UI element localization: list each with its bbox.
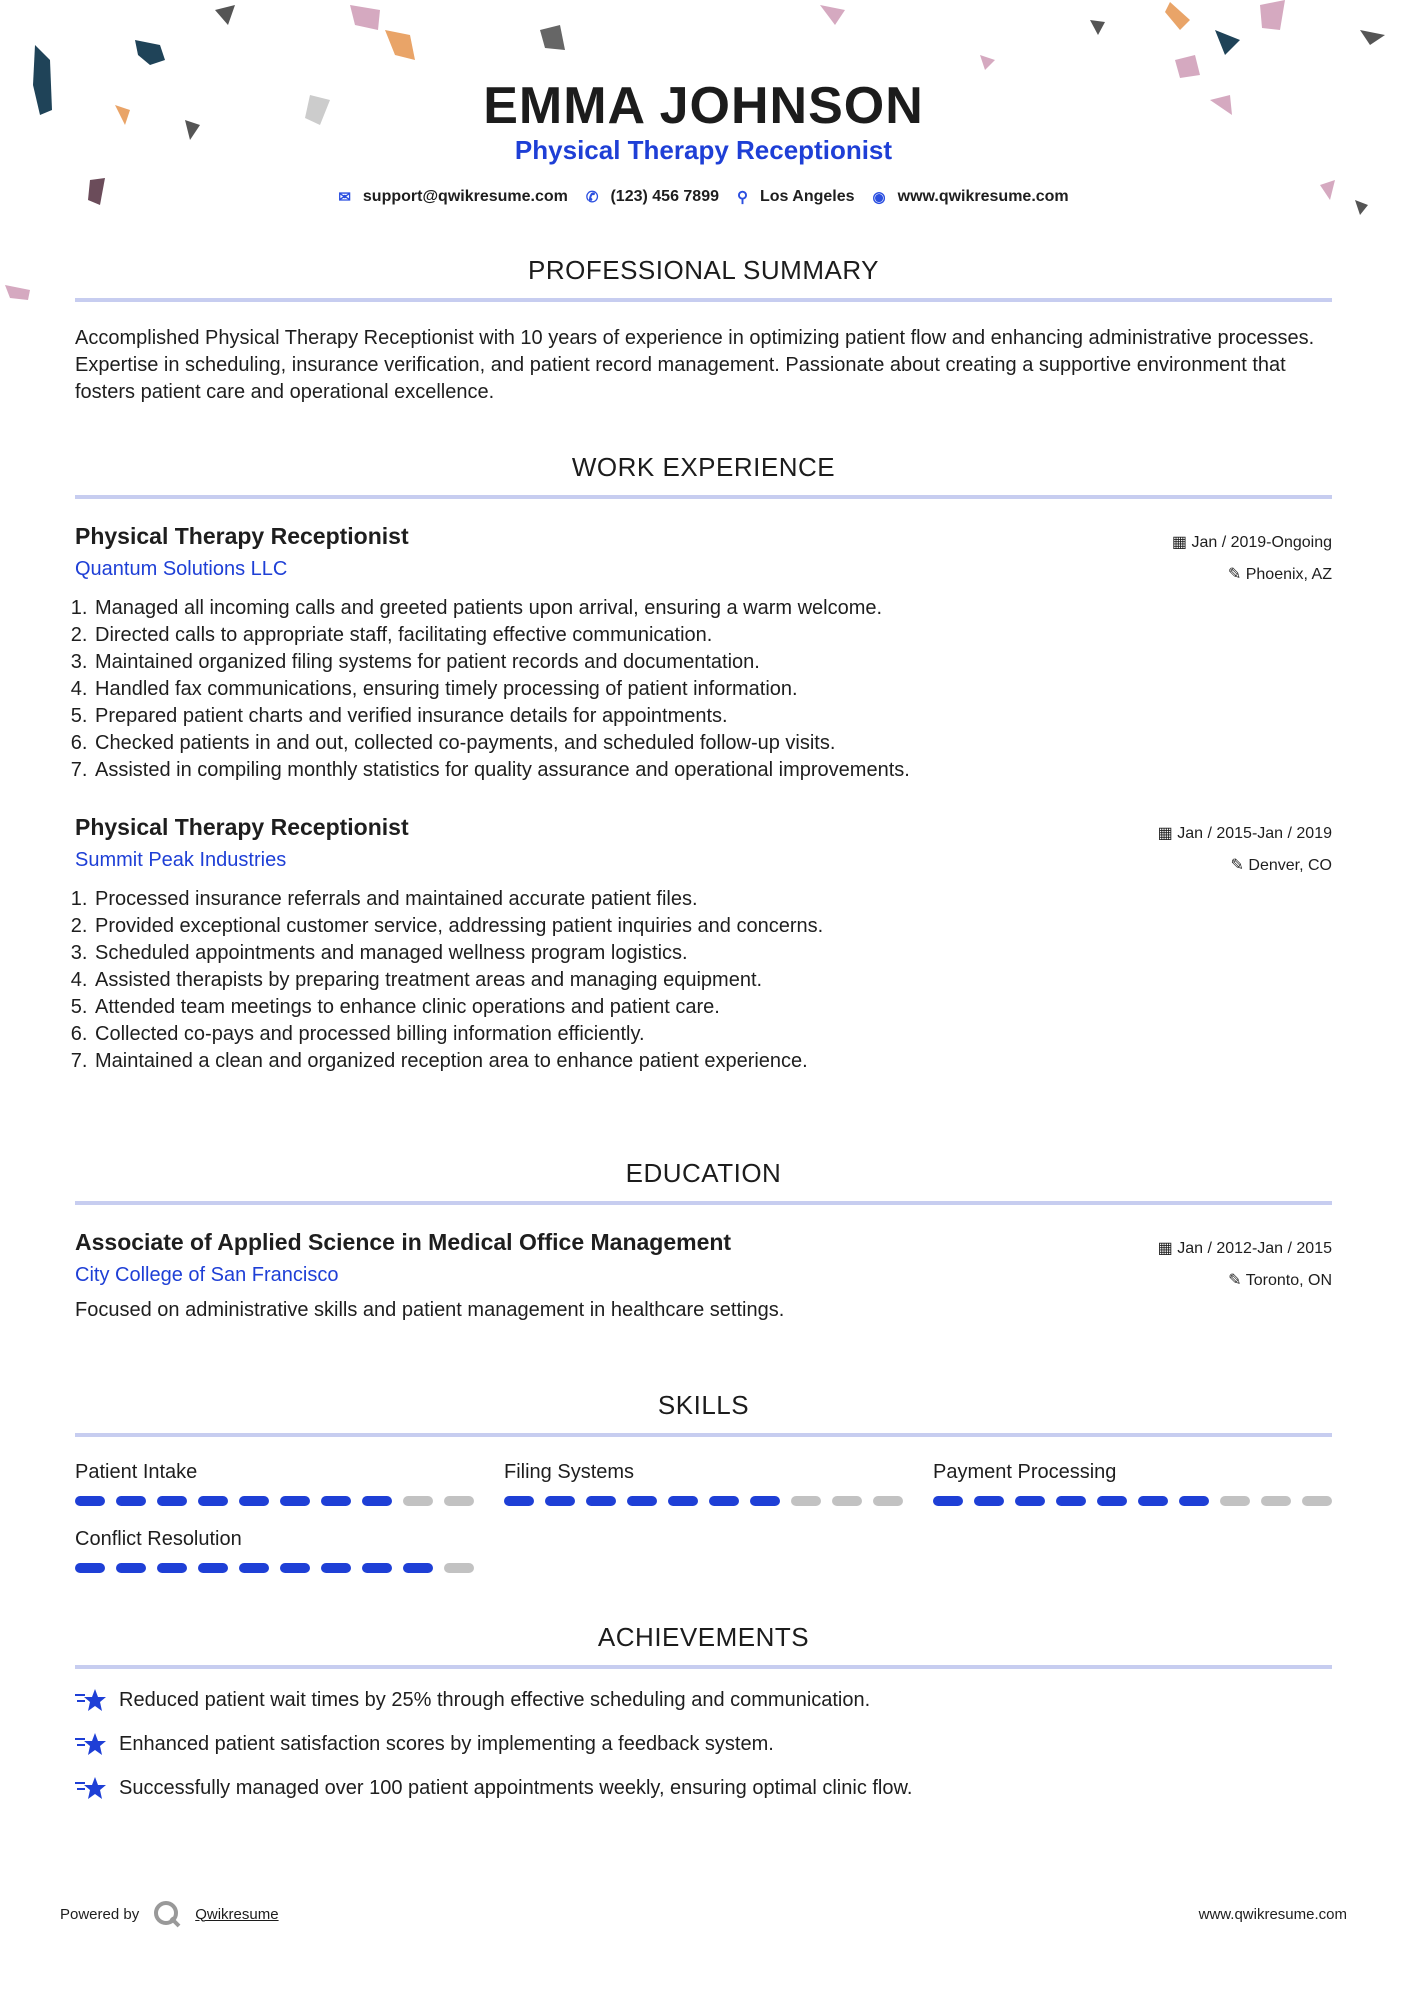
star-icon	[75, 1775, 107, 1801]
contact-bar	[75, 188, 1332, 206]
skill-level-segment	[1261, 1496, 1291, 1506]
skill-item	[75, 1528, 474, 1573]
skill-level-segment	[444, 1563, 474, 1573]
calendar-icon: ▦	[1171, 534, 1187, 551]
skill-level-segment	[362, 1496, 392, 1506]
section-divider	[75, 1433, 1332, 1437]
skill-item	[75, 1461, 474, 1506]
job-title: Physical Therapy Receptionist	[75, 523, 409, 549]
skill-level-segment	[1056, 1496, 1086, 1506]
calendar-icon: ▦	[1157, 825, 1173, 842]
skill-level-segment	[116, 1563, 146, 1573]
job-title: Physical Therapy Receptionist	[75, 814, 409, 840]
skill-item	[933, 1461, 1332, 1506]
job-bullet: 4. Assisted therapists by preparing treatment areas and managing equipment.	[93, 967, 1332, 994]
contact-email[interactable]: support@qwikresume.com	[362, 188, 568, 205]
education-description: Focused on administrative skills and patient management in healthcare settings.	[75, 1299, 785, 1321]
job-bullets	[75, 595, 1332, 784]
skill-level-segment	[321, 1496, 351, 1506]
job-entry	[75, 814, 1332, 1075]
skill-label: Payment Processing	[933, 1461, 1117, 1483]
job-bullet: 7. Maintained a clean and organized reception area to enhance patient experience.	[93, 1048, 1332, 1075]
job-bullet: 4. Handled fax communications, ensuring timely processing of patient information.	[93, 676, 1332, 703]
job-location: Denver, CO	[1248, 857, 1332, 874]
skill-level-segment	[1302, 1496, 1332, 1506]
education-location: Toronto, ON	[1245, 1272, 1332, 1289]
candidate-name: EMMA JOHNSON	[483, 77, 924, 135]
pin-icon: ✎	[1227, 566, 1242, 583]
skill-level-segment	[75, 1563, 105, 1573]
skill-rating-bar	[504, 1496, 903, 1506]
contact-phone: (123) 456 7899	[610, 188, 719, 205]
skill-level-segment	[1179, 1496, 1209, 1506]
work-section	[75, 452, 1332, 1075]
envelope-icon: ✉	[338, 189, 351, 206]
company-name: Quantum Solutions LLC	[75, 558, 288, 580]
job-bullet: 3. Maintained organized filing systems for patient records and documentation.	[93, 649, 1332, 676]
job-location: Phoenix, AZ	[1245, 566, 1332, 583]
skill-rating-bar	[75, 1496, 474, 1506]
skill-level-segment	[280, 1563, 310, 1573]
summary-text: Accomplished Physical Therapy Receptionist with 10 years of experience in optimizing patient flow and enhancing administrative processes. Expertise in scheduling, insurance verification, and patient record management. Passionate about creating a supportive environment that fosters patient care and operational excellence.	[75, 327, 1315, 403]
achievement-text: Reduced patient wait times by 25% through effective scheduling and communication.	[119, 1688, 871, 1711]
skill-level-segment	[403, 1563, 433, 1573]
skill-level-segment	[1097, 1496, 1127, 1506]
section-heading: WORK EXPERIENCE	[571, 452, 836, 482]
job-bullet: 5. Attended team meetings to enhance clinic operations and patient care.	[93, 994, 1332, 1021]
skill-level-segment	[157, 1496, 187, 1506]
skills-section	[75, 1390, 1332, 1573]
skill-level-segment	[933, 1496, 963, 1506]
section-heading: PROFESSIONAL SUMMARY	[528, 255, 879, 285]
skill-level-segment	[586, 1496, 616, 1506]
qwikresume-link[interactable]: Qwikresume	[195, 1905, 279, 1923]
job-bullets	[75, 886, 1332, 1075]
section-divider	[75, 495, 1332, 499]
skill-level-segment	[873, 1496, 903, 1506]
section-heading: SKILLS	[657, 1390, 750, 1420]
powered-by-label: Powered by	[60, 1905, 140, 1923]
pin-icon: ✎	[1228, 1272, 1242, 1289]
contact-website[interactable]: www.qwikresume.com	[897, 188, 1069, 205]
skill-level-segment	[321, 1563, 351, 1573]
section-divider	[75, 1201, 1332, 1205]
skill-level-segment	[75, 1496, 105, 1506]
job-bullet: 2. Provided exceptional customer service, addressing patient inquiries and concerns.	[93, 913, 1332, 940]
star-icon	[75, 1731, 107, 1757]
job-bullet: 6. Checked patients in and out, collected co-payments, and scheduled follow-up visits.	[93, 730, 1332, 757]
achievements-section	[75, 1622, 1332, 1801]
education-section	[75, 1158, 1332, 1324]
achievement-text: Enhanced patient satisfaction scores by implementing a feedback system.	[119, 1732, 774, 1755]
skill-level-segment	[1138, 1496, 1168, 1506]
achievement-item	[75, 1731, 1332, 1757]
skill-level-segment	[403, 1496, 433, 1506]
skill-level-segment	[280, 1496, 310, 1506]
school-name: City College of San Francisco	[75, 1264, 339, 1286]
job-bullet: 1. Managed all incoming calls and greeted patients upon arrival, ensuring a warm welcome.	[93, 595, 1332, 622]
skill-level-segment	[198, 1563, 228, 1573]
job-bullet: 6. Collected co-pays and processed billing information efficiently.	[93, 1021, 1332, 1048]
job-bullet: 5. Prepared patient charts and verified insurance details for appointments.	[93, 703, 1332, 730]
job-bullet: 3. Scheduled appointments and managed wellness program logistics.	[93, 940, 1332, 967]
skill-label: Patient Intake	[75, 1461, 198, 1483]
contact-location: Los Angeles	[760, 188, 855, 205]
skill-level-segment	[668, 1496, 698, 1506]
section-heading: EDUCATION	[625, 1158, 782, 1188]
company-name: Summit Peak Industries	[75, 849, 287, 871]
skill-label: Filing Systems	[504, 1461, 635, 1483]
candidate-title: Physical Therapy Receptionist	[514, 135, 893, 165]
skill-level-segment	[791, 1496, 821, 1506]
skill-level-segment	[709, 1496, 739, 1506]
achievement-item	[75, 1687, 1332, 1713]
job-date: Jan / 2015-Jan / 2019	[1177, 825, 1332, 842]
skill-level-segment	[239, 1563, 269, 1573]
globe-icon: ◉	[872, 189, 886, 206]
section-divider	[75, 1665, 1332, 1669]
job-bullet: 2. Directed calls to appropriate staff, facilitating effective communication.	[93, 622, 1332, 649]
skill-level-segment	[627, 1496, 657, 1506]
achievement-item	[75, 1775, 1332, 1801]
skill-rating-bar	[933, 1496, 1332, 1506]
skill-level-segment	[116, 1496, 146, 1506]
calendar-icon: ▦	[1157, 1240, 1173, 1257]
summary-section	[75, 255, 1332, 406]
skill-item	[504, 1461, 903, 1506]
job-date: Jan / 2019-Ongoing	[1191, 534, 1332, 551]
skill-level-segment	[750, 1496, 780, 1506]
skill-level-segment	[974, 1496, 1004, 1506]
skill-level-segment	[545, 1496, 575, 1506]
skill-level-segment	[157, 1563, 187, 1573]
skill-rating-bar	[75, 1563, 474, 1573]
skill-level-segment	[1220, 1496, 1250, 1506]
section-heading: ACHIEVEMENTS	[597, 1622, 810, 1652]
degree-title: Associate of Applied Science in Medical Office Management	[75, 1229, 732, 1255]
education-date: Jan / 2012-Jan / 2015	[1177, 1240, 1332, 1257]
footer-website[interactable]: www.qwikresume.com	[1198, 1905, 1347, 1923]
star-icon	[75, 1687, 107, 1713]
skill-level-segment	[504, 1496, 534, 1506]
job-bullet: 7. Assisted in compiling monthly statistics for quality assurance and operational improvements.	[93, 757, 1332, 784]
skill-level-segment	[832, 1496, 862, 1506]
job-bullet: 1. Processed insurance referrals and maintained accurate patient files.	[93, 886, 1332, 913]
qwikresume-logo-icon	[153, 1900, 181, 1928]
skill-level-segment	[1015, 1496, 1045, 1506]
skill-level-segment	[198, 1496, 228, 1506]
skill-label: Conflict Resolution	[75, 1528, 242, 1550]
phone-icon: ✆	[585, 189, 599, 206]
job-entry	[75, 523, 1332, 784]
footer	[60, 1900, 1347, 1928]
skill-level-segment	[362, 1563, 392, 1573]
skill-level-segment	[239, 1496, 269, 1506]
section-divider	[75, 298, 1332, 302]
location-pin-icon: ⚲	[737, 189, 748, 206]
pin-icon: ✎	[1230, 857, 1244, 874]
skill-level-segment	[444, 1496, 474, 1506]
achievement-text: Successfully managed over 100 patient appointments weekly, ensuring optimal clinic flow.	[119, 1776, 913, 1799]
